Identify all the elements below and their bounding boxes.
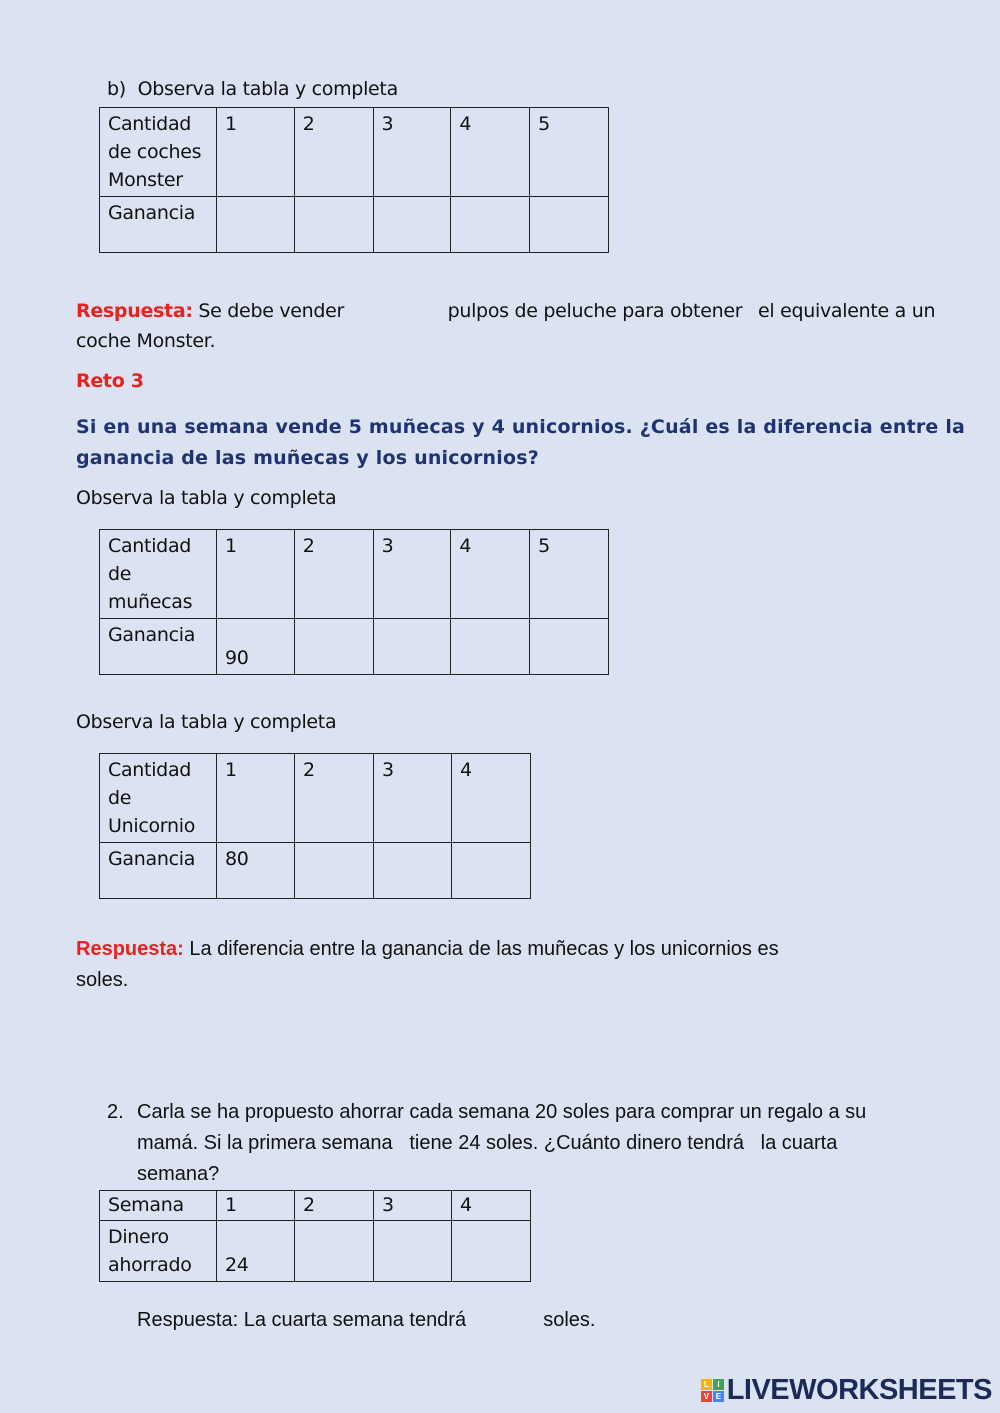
answer-cell[interactable]: [373, 197, 451, 253]
instruction-text: Observa la tabla y completa: [76, 487, 337, 509]
question-line: ganancia de las muñecas y los unicornios?: [76, 447, 539, 469]
ahorro-table: [99, 1190, 531, 1282]
row-header: Ganancia: [100, 619, 217, 675]
table-cell: 1: [217, 1191, 295, 1221]
answer-cell[interactable]: [294, 619, 373, 675]
row-header: Ganancia: [100, 843, 217, 899]
logo-mark-icon: [701, 1379, 724, 1402]
reto-question: [76, 412, 965, 474]
answer-text: coche Monster.: [76, 330, 216, 352]
table-row: [100, 1221, 531, 1282]
table-cell: 2: [294, 108, 373, 197]
table-cell: 4: [451, 530, 530, 619]
row-header: [100, 108, 217, 197]
header-line: Cantidad: [108, 759, 192, 781]
munecas-table: [99, 529, 609, 675]
table-cell: 5: [530, 530, 609, 619]
answer-cell[interactable]: [295, 843, 374, 899]
instruction-text: Observa la tabla y completa: [137, 78, 398, 100]
question-line: Si en una semana vende 5 muñecas y 4 unicornios. ¿Cuál es la diferencia entre la: [76, 416, 966, 438]
answer-cell[interactable]: [374, 843, 452, 899]
answer-cell[interactable]: [294, 197, 373, 253]
table-cell: 24: [217, 1221, 295, 1282]
reto-title: Reto 3: [76, 370, 144, 392]
answer-cell[interactable]: [295, 1221, 374, 1282]
row-header: [100, 530, 217, 619]
header-line: Cantidad: [108, 113, 192, 135]
answer-text: Se debe vender: [198, 300, 345, 322]
section-b-instruction: [107, 78, 398, 100]
table-cell: 3: [373, 530, 451, 619]
answer-label: Respuesta:: [76, 300, 193, 322]
table-cell: 90: [216, 619, 294, 675]
answer-cell[interactable]: [530, 619, 609, 675]
row-header: Semana: [100, 1191, 217, 1221]
table-cell: 1: [216, 108, 294, 197]
logo-text: LIVEWORKSHEETS: [726, 1374, 992, 1406]
table-cell: 4: [452, 754, 531, 843]
answer-text: Respuesta: La cuarta semana tendrá: [137, 1309, 467, 1331]
table-row: [100, 108, 609, 197]
problem-number: 2.: [107, 1101, 124, 1123]
header-line: Monster: [108, 169, 183, 191]
answer-cell[interactable]: [374, 1221, 452, 1282]
answer-cell[interactable]: [373, 619, 451, 675]
problem-line: semana?: [137, 1163, 220, 1185]
section-b-answer: [76, 296, 936, 356]
table-cell: 3: [374, 1191, 452, 1221]
problem-line: Carla se ha propuesto ahorrar cada semana 20 soles para comprar un regalo a su: [137, 1101, 867, 1123]
row-header: [100, 754, 217, 843]
row-header: [100, 1221, 217, 1282]
header-line: ahorrado: [108, 1254, 192, 1276]
row-header: Ganancia: [100, 197, 217, 253]
answer-text: La diferencia entre la ganancia de las muñecas y los unicornios es: [189, 938, 779, 960]
reto-answer: [76, 934, 779, 996]
table-cell: 4: [451, 108, 530, 197]
header-line: de: [108, 787, 132, 809]
answer-text: pulpos de peluche para obtener: [447, 300, 743, 322]
table-cell: 3: [373, 108, 451, 197]
answer-cell[interactable]: [216, 197, 294, 253]
table-row: [100, 843, 531, 899]
logo-mark-letter: L: [701, 1379, 712, 1390]
header-line: Cantidad: [108, 535, 192, 557]
table-cell: 80: [217, 843, 295, 899]
answer-text: soles.: [76, 969, 129, 991]
problem-2-answer: [137, 1309, 595, 1332]
liveworksheets-logo: [701, 1374, 992, 1407]
table-row: [100, 754, 531, 843]
answer-cell[interactable]: [452, 1221, 531, 1282]
answer-cell[interactable]: [451, 619, 530, 675]
table-cell: 1: [216, 530, 294, 619]
monster-table: [99, 107, 609, 253]
header-line: de: [108, 563, 132, 585]
table-cell: 4: [452, 1191, 531, 1221]
section-label: b): [107, 78, 126, 100]
table-cell: 2: [295, 1191, 374, 1221]
answer-cell[interactable]: [530, 197, 609, 253]
header-line: Unicornio: [108, 815, 196, 837]
header-line: de coches: [108, 141, 202, 163]
logo-mark-letter: I: [713, 1379, 724, 1390]
table-row: [100, 197, 609, 253]
answer-cell[interactable]: [452, 843, 531, 899]
answer-text: el equivalente a un: [757, 300, 936, 322]
answer-cell[interactable]: [451, 197, 530, 253]
problem-line: mamá. Si la primera semana tiene 24 soles. ¿Cuánto dinero tendrá la cuarta: [137, 1132, 838, 1154]
header-line: Dinero: [108, 1226, 169, 1248]
table-row: [100, 1191, 531, 1221]
instruction-text: Observa la tabla y completa: [76, 711, 337, 733]
header-line: muñecas: [108, 591, 193, 613]
table-cell: 2: [294, 530, 373, 619]
table-cell: 3: [374, 754, 452, 843]
problem-2: [107, 1097, 927, 1190]
table-cell: 2: [295, 754, 374, 843]
answer-text: soles.: [543, 1309, 596, 1331]
table-row: [100, 530, 609, 619]
table-row: [100, 619, 609, 675]
unicornio-table: [99, 753, 531, 899]
table-cell: 1: [217, 754, 295, 843]
logo-mark-letter: E: [713, 1391, 724, 1402]
table-cell: 5: [530, 108, 609, 197]
answer-label: Respuesta:: [76, 938, 184, 960]
logo-mark-letter: V: [701, 1391, 712, 1402]
